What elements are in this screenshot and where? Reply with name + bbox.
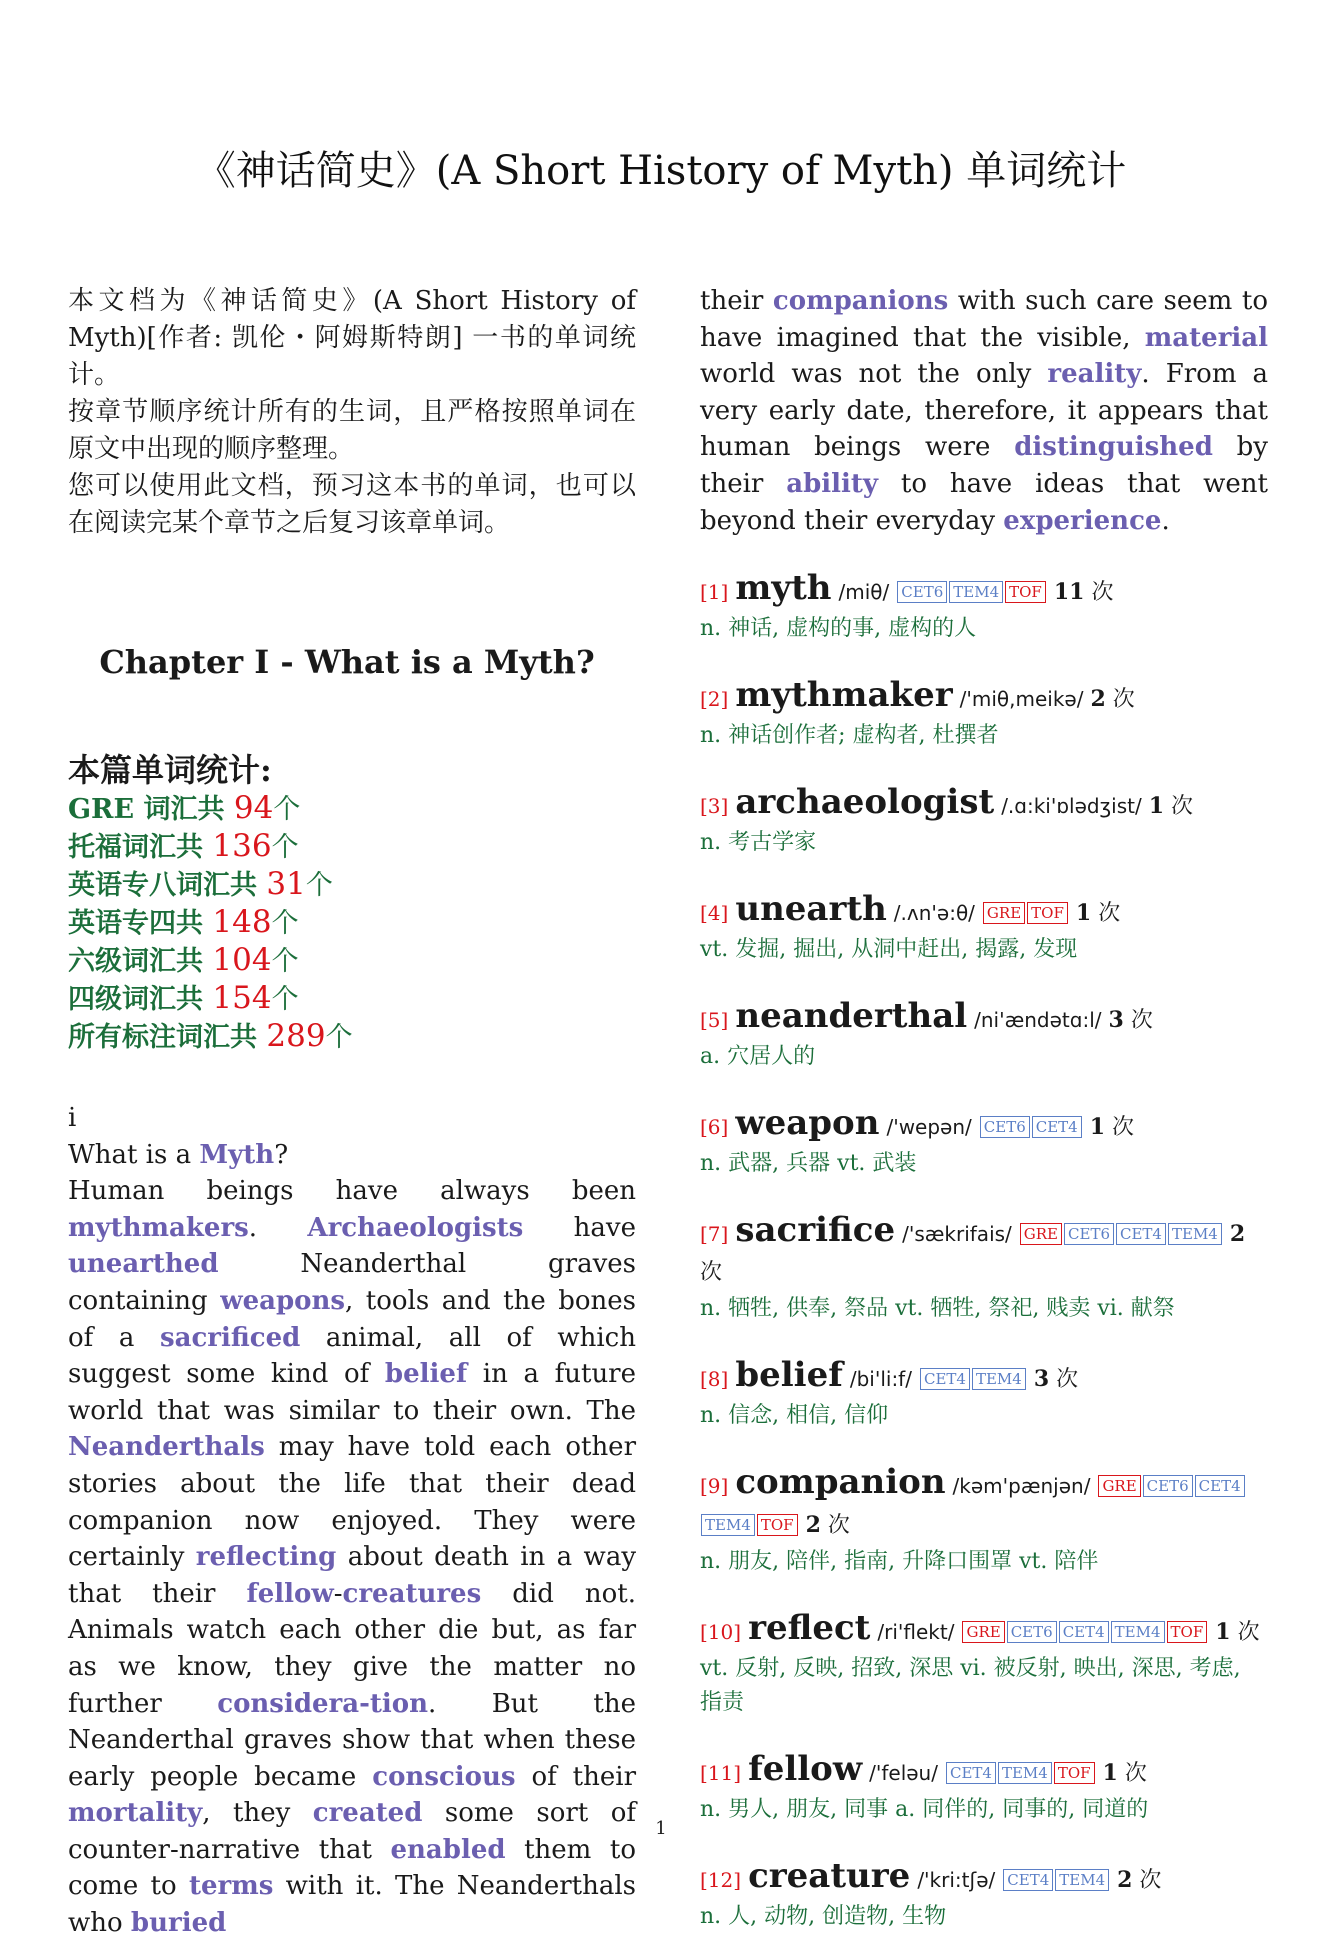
stat-count: 104: [212, 942, 272, 978]
entry-pronunciation: /'kri:tʃə/: [917, 1868, 996, 1893]
vocabulary-list: [700, 569, 1268, 1934]
entry-times: 次: [1112, 687, 1135, 713]
entry-times: 次: [1237, 1620, 1260, 1646]
keyword: reality: [1047, 359, 1142, 390]
vocab-entry: [700, 1609, 1268, 1720]
stat-count: 148: [212, 904, 272, 940]
entry-word: mythmaker: [735, 675, 953, 716]
entry-times: 次: [1124, 1761, 1147, 1787]
stat-row: [68, 980, 636, 1018]
entry-times: 次: [1056, 1367, 1079, 1393]
entry-word: neanderthal: [735, 996, 968, 1037]
entry-definition: n. 武器, 兵器 vt. 武装: [700, 1151, 917, 1177]
vocab-entry: [700, 1356, 1268, 1433]
entry-index: [12]: [700, 1868, 742, 1893]
entry-definition: n. 朋友, 陪伴, 指南, 升降口围罩 vt. 陪伴: [700, 1549, 1099, 1575]
stat-unit: 个: [325, 1022, 353, 1053]
keyword: companions: [772, 286, 949, 316]
keyword: Archaeologists: [307, 1212, 524, 1243]
entry-times: 次: [1171, 794, 1194, 820]
tag-badge: TOF: [1005, 581, 1046, 603]
tag-badge: TOF: [1027, 902, 1068, 924]
stat-row: [68, 1018, 636, 1056]
entry-index: [1]: [700, 580, 729, 605]
tag-badge: TEM4: [998, 1762, 1052, 1784]
entry-header: [700, 1211, 1268, 1292]
entry-definition: n. 神话创作者; 虚构者, 杜撰者: [700, 723, 999, 749]
stat-label: GRE 词汇共: [68, 794, 234, 825]
chapter-title: Chapter I - What is a Myth?: [99, 643, 595, 681]
stat-unit: 个: [271, 946, 299, 977]
tag-badge: CET4: [946, 1762, 996, 1784]
entry-header: [700, 1104, 1268, 1147]
intro-paragraph: 您可以使用此文档，预习这本书的单词，也可以在阅读完某个章节之后复习该章单词。: [68, 471, 636, 538]
entry-index: [8]: [700, 1367, 729, 1392]
keyword: mortality: [68, 1798, 203, 1829]
entry-times: 次: [700, 1260, 723, 1286]
entry-times: 次: [1130, 1008, 1153, 1034]
entry-pronunciation: /'wepən/: [886, 1115, 972, 1140]
keyword: experience: [1003, 505, 1162, 536]
entry-count: 1: [1102, 1760, 1118, 1787]
text-line: What is a Myth?: [68, 1139, 289, 1170]
entry-count: 1: [1075, 900, 1092, 927]
left-column: [68, 283, 636, 1942]
tag-badge: CET6: [1007, 1621, 1057, 1643]
keyword: enabled: [390, 1834, 506, 1865]
tag-badge: GRE: [1020, 1223, 1062, 1245]
entry-index: [2]: [700, 687, 729, 712]
keyword: mythmakers: [68, 1212, 249, 1243]
entry-pronunciation: /'feləu/: [869, 1761, 938, 1786]
entry-header: [700, 1857, 1268, 1900]
vocab-entry: [700, 676, 1268, 753]
entry-word: sacrifice: [735, 1210, 896, 1251]
entry-header: [700, 890, 1268, 933]
keyword: distinguished: [1014, 432, 1213, 463]
entry-word: myth: [735, 568, 832, 609]
stat-label: 四级词汇共: [68, 984, 213, 1015]
entry-header: [700, 1609, 1268, 1652]
entry-count: 2: [805, 1512, 821, 1539]
entry-count: 11: [1053, 579, 1085, 606]
entry-pronunciation: /kəm'pænjən/: [952, 1474, 1091, 1499]
entry-pronunciation: /miθ/: [838, 580, 890, 605]
stat-unit: 个: [273, 794, 301, 825]
text-line: i: [68, 1103, 77, 1133]
tag-badge: TEM4: [701, 1514, 755, 1536]
entry-times: 次: [1091, 580, 1114, 606]
vocab-entry: [700, 1857, 1268, 1934]
keyword: material: [1144, 322, 1268, 353]
entry-definition: n. 男人, 朋友, 同事 a. 同伴的, 同事的, 同道的: [700, 1797, 1149, 1823]
entry-pronunciation: /ni'ændətɑ:l/: [974, 1008, 1102, 1033]
vocab-entry: [700, 1211, 1268, 1326]
entry-pronunciation: /.ʌn'ə:θ/: [893, 901, 975, 926]
tag-badge: CET4: [1003, 1869, 1053, 1891]
vocab-entry: [700, 569, 1268, 646]
stat-row: [68, 904, 636, 942]
stat-row: [68, 942, 636, 980]
stat-label: 所有标注词汇共: [68, 1022, 267, 1053]
entry-header: [700, 676, 1268, 719]
entry-count: 3: [1033, 1366, 1050, 1393]
stat-count: 154: [212, 980, 272, 1016]
entry-header: [700, 1356, 1268, 1399]
keyword: ability: [786, 468, 878, 499]
stat-count: 94: [233, 790, 274, 826]
keyword: considera-tion: [217, 1688, 429, 1719]
entry-definition: n. 神话, 虚构的事, 虚构的人: [700, 616, 977, 642]
entry-header: [700, 569, 1268, 612]
stat-label: 英语专四共: [68, 908, 213, 939]
vocab-entry: [700, 783, 1268, 860]
entry-pronunciation: /ri'flekt/: [877, 1620, 955, 1645]
entry-index: [7]: [700, 1222, 729, 1247]
entry-index: [11]: [700, 1761, 742, 1786]
tag-badge: GRE: [1098, 1475, 1140, 1497]
tag-badge: TEM4: [1055, 1869, 1109, 1891]
entry-index: [4]: [700, 901, 729, 926]
keyword: conscious: [372, 1761, 516, 1792]
entry-definition: vt. 反射, 反映, 招致, 深思 vi. 被反射, 映出, 深思, 考虑, 指责: [700, 1656, 1241, 1716]
entry-word: archaeologist: [735, 782, 995, 823]
stat-row: [68, 828, 636, 866]
vocab-entry: [700, 1750, 1268, 1827]
tag-badge: CET4: [1116, 1223, 1166, 1245]
stat-label: 英语专八词汇共: [68, 870, 267, 901]
stat-unit: 个: [271, 908, 299, 939]
entry-count: 2: [1117, 1867, 1133, 1894]
tag-badge: CET4: [1059, 1621, 1109, 1643]
stat-count: 289: [266, 1018, 326, 1054]
tag-badge: TOF: [1054, 1762, 1095, 1784]
intro-paragraph: 本文档为《神话简史》(A Short History of Myth)[作者: 凯伦・阿姆斯特朗] 一书的单词统计。: [68, 286, 636, 390]
keyword: weapons: [220, 1285, 346, 1316]
entry-definition: n. 信念, 相信, 信仰: [700, 1403, 889, 1429]
chapter-text: [68, 1100, 636, 1942]
entry-word: belief: [735, 1355, 843, 1396]
entry-word: creature: [748, 1856, 911, 1897]
entry-definition: a. 穴居人的: [700, 1044, 816, 1070]
entry-count: 3: [1108, 1007, 1124, 1034]
entry-header: [700, 1463, 1268, 1545]
vocab-entry: [700, 1463, 1268, 1579]
entry-pronunciation: /'miθ,meikə/: [959, 687, 1084, 712]
tag-badge: TEM4: [972, 1368, 1026, 1390]
stat-unit: 个: [305, 870, 333, 901]
entry-definition: n. 考古学家: [700, 830, 817, 856]
keyword: created: [312, 1798, 423, 1829]
entry-pronunciation: /'sækrifais/: [902, 1222, 1012, 1247]
tag-badge: TOF: [1167, 1621, 1208, 1643]
tag-badge: CET6: [980, 1116, 1030, 1138]
entry-count: 1: [1089, 1114, 1106, 1141]
page-number: 1: [655, 1818, 667, 1839]
keyword: buried: [130, 1908, 227, 1939]
keyword: terms: [188, 1871, 274, 1902]
entry-times: 次: [1112, 1115, 1135, 1141]
tag-badge: CET6: [1064, 1223, 1114, 1245]
entry-definition: vt. 发掘, 掘出, 从洞中赶出, 揭露, 发现: [700, 937, 1078, 963]
entry-times: 次: [1139, 1868, 1162, 1894]
vocab-entry: [700, 997, 1268, 1074]
entry-count: 1: [1215, 1619, 1231, 1646]
entry-header: [700, 1750, 1268, 1793]
stat-row: [68, 790, 636, 828]
stats-list: [68, 790, 636, 1056]
keyword: Neanderthals: [68, 1432, 265, 1463]
entry-pronunciation: /bi'li:f/: [849, 1367, 912, 1392]
text-line: Human beings have always been mythmakers. Archaeologists have unearthed Neanderthal graves containing weapons, tools and the bones of a sacrificed animal, all of which suggest some kind of belief in a future world that was similar to their own. The Neanderthals may have told each other stories about the life that their dead companion now enjoyed. They were certainly reflecting about death in a way that their fellow-creatures did not. Animals watch each other die but, as far as we know, they give the matter no further considera-tion. But the Neanderthal graves show that when these early people became conscious of their mortality, they created some sort of counter-narrative that enabled them to come to terms with it. The Neanderthals who buried: [68, 1176, 637, 1939]
entry-header: [700, 783, 1268, 826]
intro: [68, 283, 636, 542]
tag-badge: CET4: [920, 1368, 970, 1390]
entry-index: [6]: [700, 1115, 729, 1140]
tag-badge: TEM4: [1168, 1223, 1222, 1245]
tag-badge: TOF: [757, 1514, 798, 1536]
tag-badge: CET6: [897, 581, 947, 603]
stat-unit: 个: [271, 832, 299, 863]
stat-row: [68, 866, 636, 904]
entry-word: reflect: [748, 1608, 871, 1649]
keyword: unearthed: [68, 1249, 219, 1280]
entry-index: [9]: [700, 1474, 729, 1499]
entry-word: unearth: [735, 889, 887, 930]
entry-index: [10]: [700, 1620, 742, 1645]
stat-label: 托福词汇共: [68, 832, 213, 863]
stat-unit: 个: [271, 984, 299, 1015]
entry-definition: n. 人, 动物, 创造物, 生物: [700, 1904, 947, 1930]
tag-badge: CET4: [1195, 1475, 1245, 1497]
tag-badge: TEM4: [1111, 1621, 1165, 1643]
entry-count: 2: [1229, 1221, 1246, 1248]
entry-word: fellow: [748, 1749, 863, 1790]
entry-count: 2: [1090, 686, 1106, 713]
stats-title: 本篇单词统计:: [68, 751, 272, 789]
keyword: sacrificed: [159, 1322, 301, 1353]
chapter-text-continued: [700, 283, 1268, 539]
right-column: [700, 283, 1268, 1934]
keyword: creatures: [342, 1578, 482, 1609]
keyword: reflecting: [195, 1542, 337, 1573]
entry-word: companion: [735, 1462, 946, 1503]
entry-header: [700, 997, 1268, 1040]
document-title: 《神话简史》(A Short History of Myth) 单词统计: [195, 148, 1127, 194]
entry-index: [5]: [700, 1008, 729, 1033]
keyword: belief: [384, 1359, 468, 1390]
entry-word: weapon: [735, 1103, 880, 1144]
tag-badge: CET6: [1143, 1475, 1193, 1497]
tag-badge: TEM4: [949, 581, 1003, 603]
entry-definition: n. 牺牲, 供奉, 祭品 vt. 牺牲, 祭祀, 贱卖 vi. 献祭: [700, 1296, 1175, 1322]
entry-index: [3]: [700, 794, 729, 819]
entry-times: 次: [827, 1513, 850, 1539]
vocab-entry: [700, 890, 1268, 967]
stat-label: 六级词汇共: [68, 946, 213, 977]
entry-times: 次: [1098, 901, 1121, 927]
entry-count: 1: [1148, 793, 1165, 820]
vocab-entry: [700, 1104, 1268, 1181]
text-paragraph: their companions with such care seem to have imagined that the visible, material world was not the only reality. From a very early date, therefore, it appears that human beings were distinguished by their ability to have ideas that went beyond their everyday experience.: [700, 286, 1269, 536]
stat-count: 31: [266, 866, 306, 902]
tag-badge: GRE: [962, 1621, 1004, 1643]
keyword: fellow: [246, 1578, 334, 1609]
stat-count: 136: [212, 828, 272, 864]
intro-paragraph: 按章节顺序统计所有的生词，且严格按照单词在原文中出现的顺序整理。: [68, 397, 636, 464]
tag-badge: GRE: [983, 902, 1025, 924]
entry-pronunciation: /.ɑ:ki'ɒlədʒist/: [1001, 794, 1142, 819]
keyword: Myth: [199, 1139, 275, 1170]
tag-badge: CET4: [1032, 1116, 1082, 1138]
